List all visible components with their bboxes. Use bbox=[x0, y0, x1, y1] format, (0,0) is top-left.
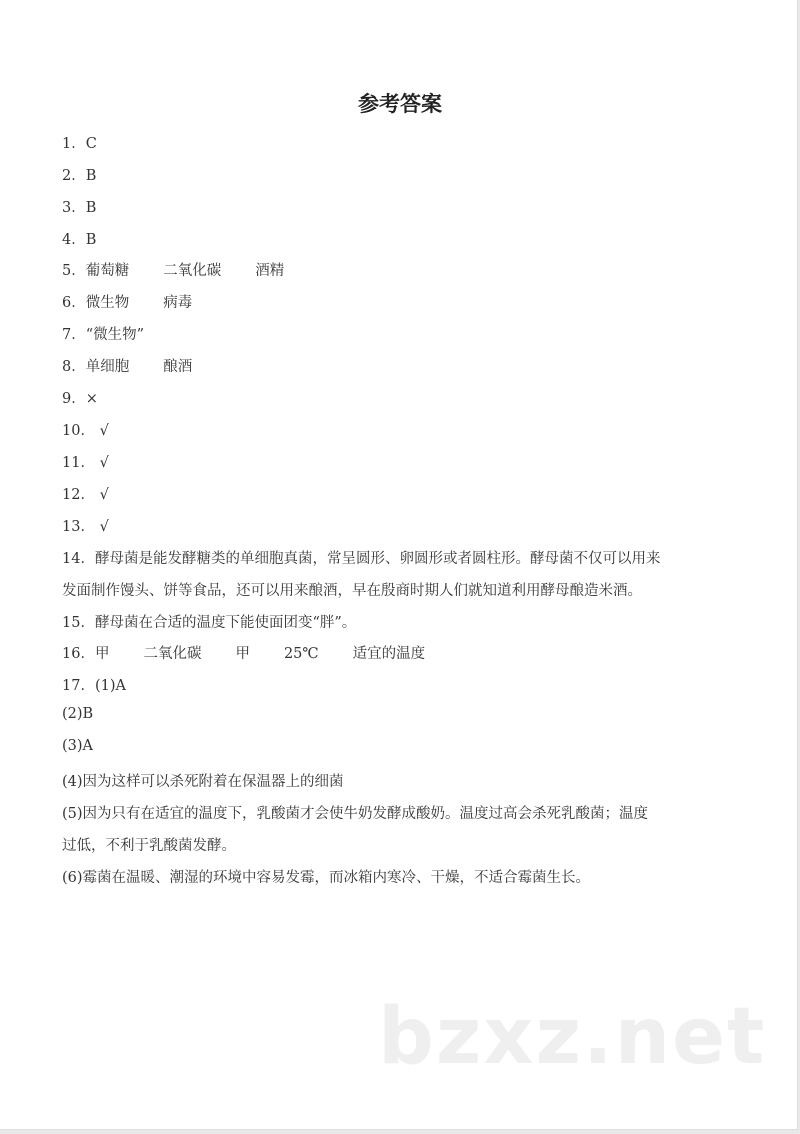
answer-17-3: (3)A bbox=[62, 738, 94, 754]
answer-14-line2: 发面制作馒头、饼等食品，还可以用来酿酒，早在殷商时期人们就知道利用酵母酿造米酒。 bbox=[62, 583, 642, 599]
answer-8: 8．单细胞 酿酒 bbox=[62, 359, 193, 375]
answer-3: 3．B bbox=[62, 200, 97, 216]
answer-17-1: 17．(1)A bbox=[62, 678, 126, 694]
answer-10: 10． √ bbox=[62, 423, 109, 439]
answer-5: 5．葡萄糖 二氧化碳 酒精 bbox=[62, 263, 285, 279]
answer-13: 13． √ bbox=[62, 519, 109, 535]
answer-6: 6．微生物 病毒 bbox=[62, 295, 193, 311]
answer-11: 11． √ bbox=[62, 455, 109, 471]
answer-9: 9．× bbox=[62, 391, 98, 407]
answer-1: 1．C bbox=[62, 136, 97, 152]
answer-15: 15．酵母菌在合适的温度下能使面团变“胖”。 bbox=[62, 615, 357, 631]
answer-7: 7．“微生物” bbox=[62, 327, 145, 343]
answer-17-2: (2)B bbox=[62, 706, 94, 722]
answer-2: 2．B bbox=[62, 168, 97, 184]
answer-14-line1: 14．酵母菌是能发酵糖类的单细胞真菌，常呈圆形、卵圆形或者圆柱形。酵母菌不仅可以用来 bbox=[62, 551, 661, 567]
answer-17-5: (5)因为只有在适宜的温度下，乳酸菌才会使牛奶发酵成酸奶。温度过高会杀死乳酸菌；温度 bbox=[62, 806, 649, 822]
answer-4: 4．B bbox=[62, 232, 97, 248]
page-title: 参考答案 bbox=[358, 92, 442, 116]
answer-17-4: (4)因为这样可以杀死附着在保温器上的细菌 bbox=[62, 774, 344, 790]
answer-12: 12． √ bbox=[62, 487, 109, 503]
answer-17-5-cont: 过低，不利于乳酸菌发酵。 bbox=[62, 838, 236, 854]
answer-17-6: (6)霉菌在温暖、潮湿的环境中容易发霉，而冰箱内寒冷、干燥，不适合霉菌生长。 bbox=[62, 870, 591, 886]
answer-16: 16．甲 二氧化碳 甲 25℃ 适宜的温度 bbox=[62, 646, 426, 662]
watermark: bzxz.net bbox=[378, 992, 767, 1082]
